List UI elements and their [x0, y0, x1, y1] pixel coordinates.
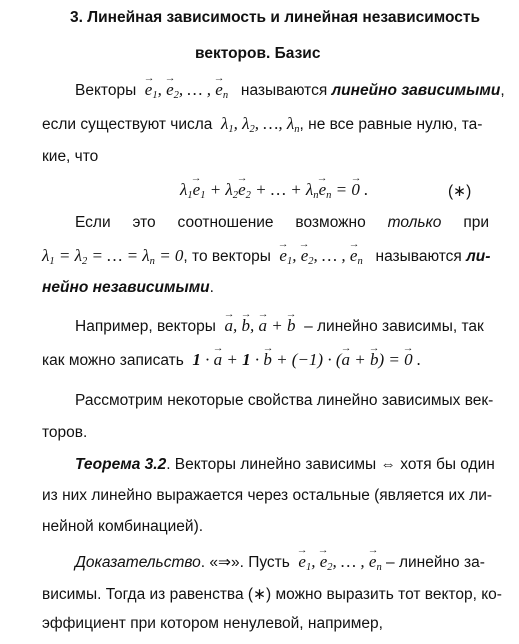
dependency-example-equation: 1 · → a + 1 · → b + (−1) · (→ a + → b) = → 0 . — [188, 350, 421, 369]
p4-line1: Рассмотрим некоторые свойства линейно зависимых век- — [75, 392, 494, 409]
proof-line1: Доказательство. «⇒». Пусть → $e_1$, → $e_2$, … , → $e_n$ – линейно за- — [75, 552, 485, 573]
p3-line1: Например, векторы → a, → b, → a + → b – линейно зависимы, так — [75, 316, 484, 336]
p4-line2: торов. — [42, 424, 88, 441]
term-linearly-dependent: линейно зависимыми — [331, 82, 501, 99]
section-title-line1: 3. Линейная зависимость и линейная независимость — [70, 9, 481, 26]
proof-label: Доказательство — [75, 554, 201, 571]
theorem-line1: Теорема 3.2. Векторы линейно зависимы ⇔ хотя бы один — [75, 456, 495, 473]
term-linearly-independent: нейно независимыми — [42, 279, 210, 296]
section-title-line2: векторов. Базис — [195, 45, 321, 62]
p2-line1: Если это соотношение возможно только при — [75, 214, 489, 231]
proof-line2: висимы. Тогда из равенства (∗) можно выразить тот вектор, ко- — [42, 586, 502, 603]
lambda-list: $\lambda_1$, $\lambda_2$, …, $\lambda_n$ — [216, 114, 300, 136]
theorem-label: Теорема 3.2 — [75, 456, 167, 473]
p2-line3: нейно независимыми. — [42, 279, 214, 296]
p1-line3: кие, что — [42, 148, 99, 165]
vector-list-e: → $e_1$, → $e_2$, … , → $e_n$ — [141, 80, 237, 99]
equation-tag: (∗) — [448, 183, 472, 200]
p1-line1: Векторы → $e_1$, → $e_2$, … , → $e_n$ называются линейно зависимыми, — [75, 80, 505, 101]
lambda-zero-condition: $\lambda_1 = \lambda_2$ = … = $\lambda_n = 0$ — [42, 246, 184, 268]
proof-line3: эффициент при котором ненулевой, например, — [42, 615, 383, 632]
theorem-line2: из них линейно выражается через остальные (является их ли- — [42, 487, 493, 504]
p2-line2: $\lambda_1 = \lambda_2$ = … = $\lambda_n = 0$, то векторы → $e_1$, → $e_2$, … , → $e_n$ называются ли- — [42, 246, 490, 267]
p1-line2: если существуют числа $\lambda_1$, $\lambda_2$, …, $\lambda_n$, не все равные нулю, та- — [42, 114, 483, 136]
p3-line2: как можно записать 1 · → a + 1 · → b + (−1) · (→ a + → b) = → 0 . — [42, 350, 421, 370]
linear-combination-equation: $\lambda_1\to e_1 + \lambda_2\to e_2$ + … + $\lambda_n\to e_n$ = → 0 . — [180, 180, 368, 201]
theorem-line3: нейной комбинацией). — [42, 518, 204, 535]
